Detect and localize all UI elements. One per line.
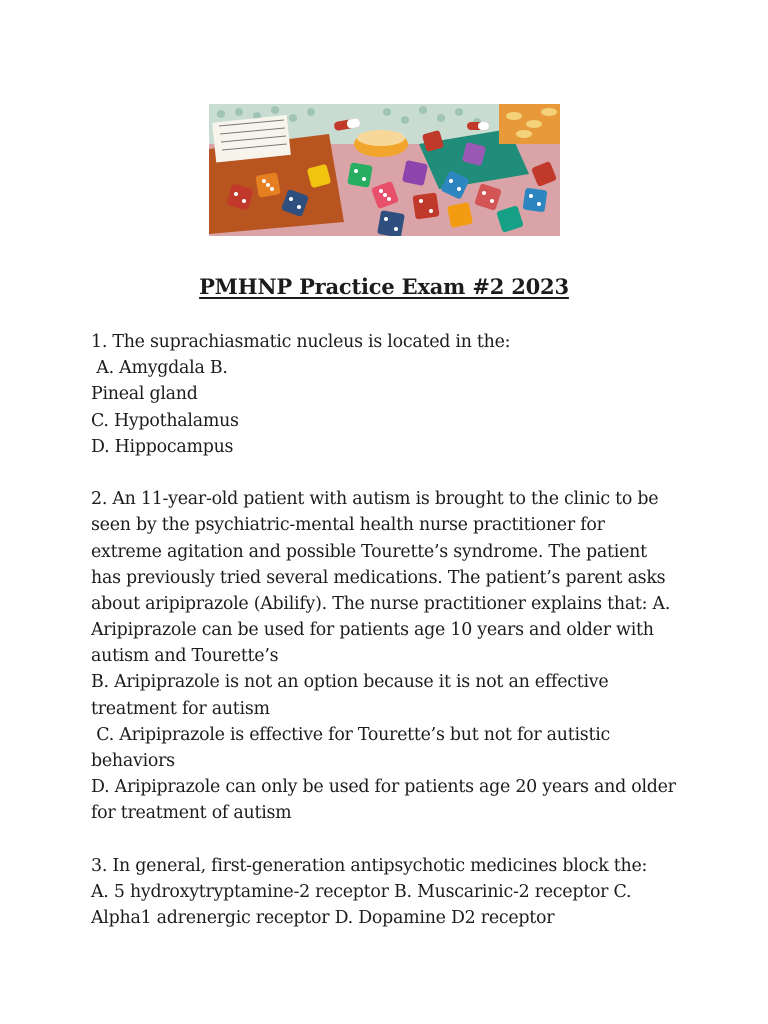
question-2-line: for treatment of autism (91, 803, 292, 824)
question-2-line: Aripiprazole can be used for patients age 10 years and older with (91, 620, 654, 641)
question-3-line: A. 5 hydroxytryptamine-2 receptor B. Muscarinic-2 receptor C. (91, 881, 632, 902)
question-3-line: Alpha1 adrenergic receptor D. Dopamine D2 receptor (91, 908, 555, 929)
question-2-line: B. Aripiprazole is not an option because it is not an effective (91, 672, 609, 693)
paragraph-gap (91, 827, 691, 853)
exam-questions (91, 329, 691, 931)
paragraph-gap (91, 460, 691, 486)
question-1 (91, 329, 691, 460)
question-2-line: treatment for autism (91, 698, 270, 719)
question-1-option-d: D. Hippocampus (91, 436, 234, 457)
question-1-option-b: Pineal gland (91, 384, 198, 405)
question-2 (91, 486, 691, 826)
question-2-line: C. Aripiprazole is effective for Tourette’s but not for autistic (91, 724, 611, 745)
question-2-line: D. Aripiprazole can only be used for patients age 20 years and older (91, 777, 676, 798)
question-2-line: extreme agitation and possible Tourette’s syndrome. The patient (91, 541, 647, 562)
question-2-line: behaviors (91, 751, 175, 771)
page-title: PMHNP Practice Exam #2 2023 (199, 274, 569, 299)
hero-illustration (209, 104, 560, 236)
question-2-line: autism and Tourette’s (91, 646, 279, 667)
question-2-line: 2. An 11-year-old patient with autism is brought to the clinic to be (91, 489, 659, 510)
question-1-option-a: A. Amygdala B. (91, 358, 228, 379)
question-2-line: has previously tried several medications. The patient’s parent asks (91, 567, 666, 588)
question-3 (91, 853, 691, 932)
question-1-option-c: C. Hypothalamus (91, 410, 239, 431)
question-3-line: 3. In general, first-generation antipsychotic medicines block the: (91, 855, 648, 876)
question-1-stem: 1. The suprachiasmatic nucleus is located in the: (91, 332, 511, 352)
pill-bottles-and-dice-illustration (209, 104, 560, 236)
question-2-line: about aripiprazole (Abilify). The nurse practitioner explains that: A. (91, 593, 671, 614)
question-2-line: seen by the psychiatric-mental health nurse practitioner for (91, 515, 605, 536)
